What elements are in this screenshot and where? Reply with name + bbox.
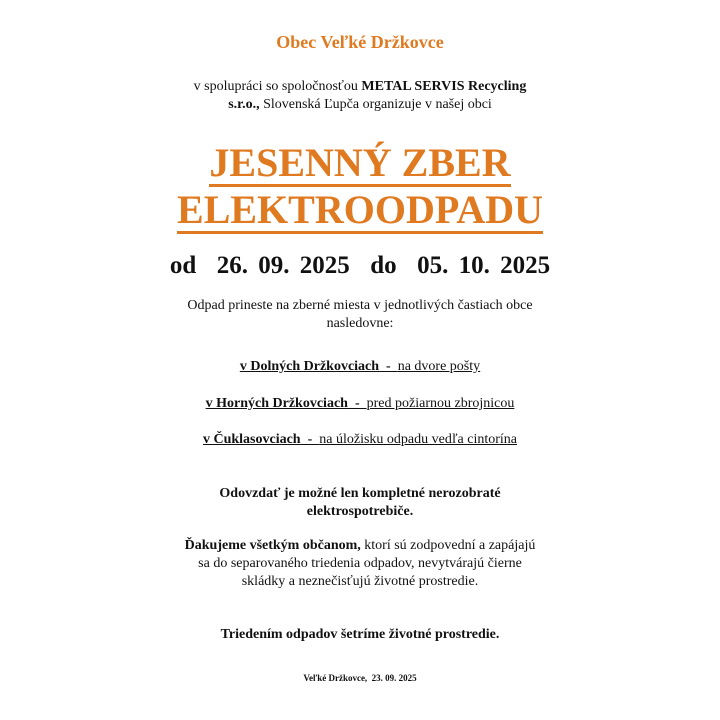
intro-line1-prefix: v spolupráci so spoločnosťou bbox=[193, 79, 362, 94]
appliance-notice bbox=[0, 485, 720, 521]
intro-text bbox=[0, 78, 720, 114]
location-part: v Horných Držkovciach bbox=[205, 396, 348, 411]
collection-instructions bbox=[0, 297, 720, 333]
intro-company-name: METAL SERVIS Recycling bbox=[361, 79, 527, 94]
thanks-paragraph bbox=[0, 537, 720, 591]
location-item bbox=[0, 358, 720, 376]
thanks-line3: skládky a neznečisťujú životné prostredie. bbox=[241, 574, 479, 589]
notice-line1: Odovzdať je možné len kompletné nerozobraté bbox=[219, 486, 501, 501]
location-place: pred požiarnou zbrojnicou bbox=[366, 396, 515, 411]
location-item bbox=[0, 395, 720, 413]
event-title bbox=[0, 140, 720, 234]
thanks-bold: Ďakujeme všetkým občanom, bbox=[184, 538, 361, 553]
location-place: na dvore pošty bbox=[397, 359, 481, 374]
municipality-heading: Obec Veľké Držkovce bbox=[276, 32, 444, 52]
collection-line1: Odpad prineste na zberné miesta v jednotlivých častiach obce bbox=[187, 298, 533, 313]
event-title-line2: ELEKTROODPADU bbox=[177, 187, 543, 232]
footer-place-date: Veľké Držkovce, 23. 09. 2025 bbox=[303, 673, 417, 683]
location-separator: - bbox=[379, 359, 398, 374]
location-separator: - bbox=[347, 396, 367, 411]
thanks-line1-rest: ktorí sú zodpovední a zapájajú bbox=[360, 538, 536, 553]
location-separator: - bbox=[300, 432, 320, 447]
location-place: na úložisku odpadu vedľa cintorína bbox=[319, 432, 518, 447]
event-title-line1: JESENNÝ ZBER bbox=[209, 140, 511, 185]
location-item bbox=[0, 431, 720, 449]
notice-line2: elektrospotrebiče. bbox=[306, 504, 414, 519]
location-part: v Dolných Držkovciach bbox=[239, 359, 380, 374]
thanks-line2: sa do separovaného triedenia odpadov, nevytvárajú čierne bbox=[198, 556, 522, 571]
collection-line2: nasledovne: bbox=[326, 316, 394, 331]
intro-company-suffix: s.r.o., bbox=[228, 97, 260, 112]
location-part: v Čuklasovciach bbox=[202, 432, 301, 447]
intro-line2-suffix: Slovenská Ľupča organizuje v našej obci bbox=[259, 97, 492, 112]
slogan: Triedením odpadov šetríme životné prostredie. bbox=[220, 627, 500, 642]
event-dates: od 26. 09. 2025 do 05. 10. 2025 bbox=[169, 252, 551, 279]
